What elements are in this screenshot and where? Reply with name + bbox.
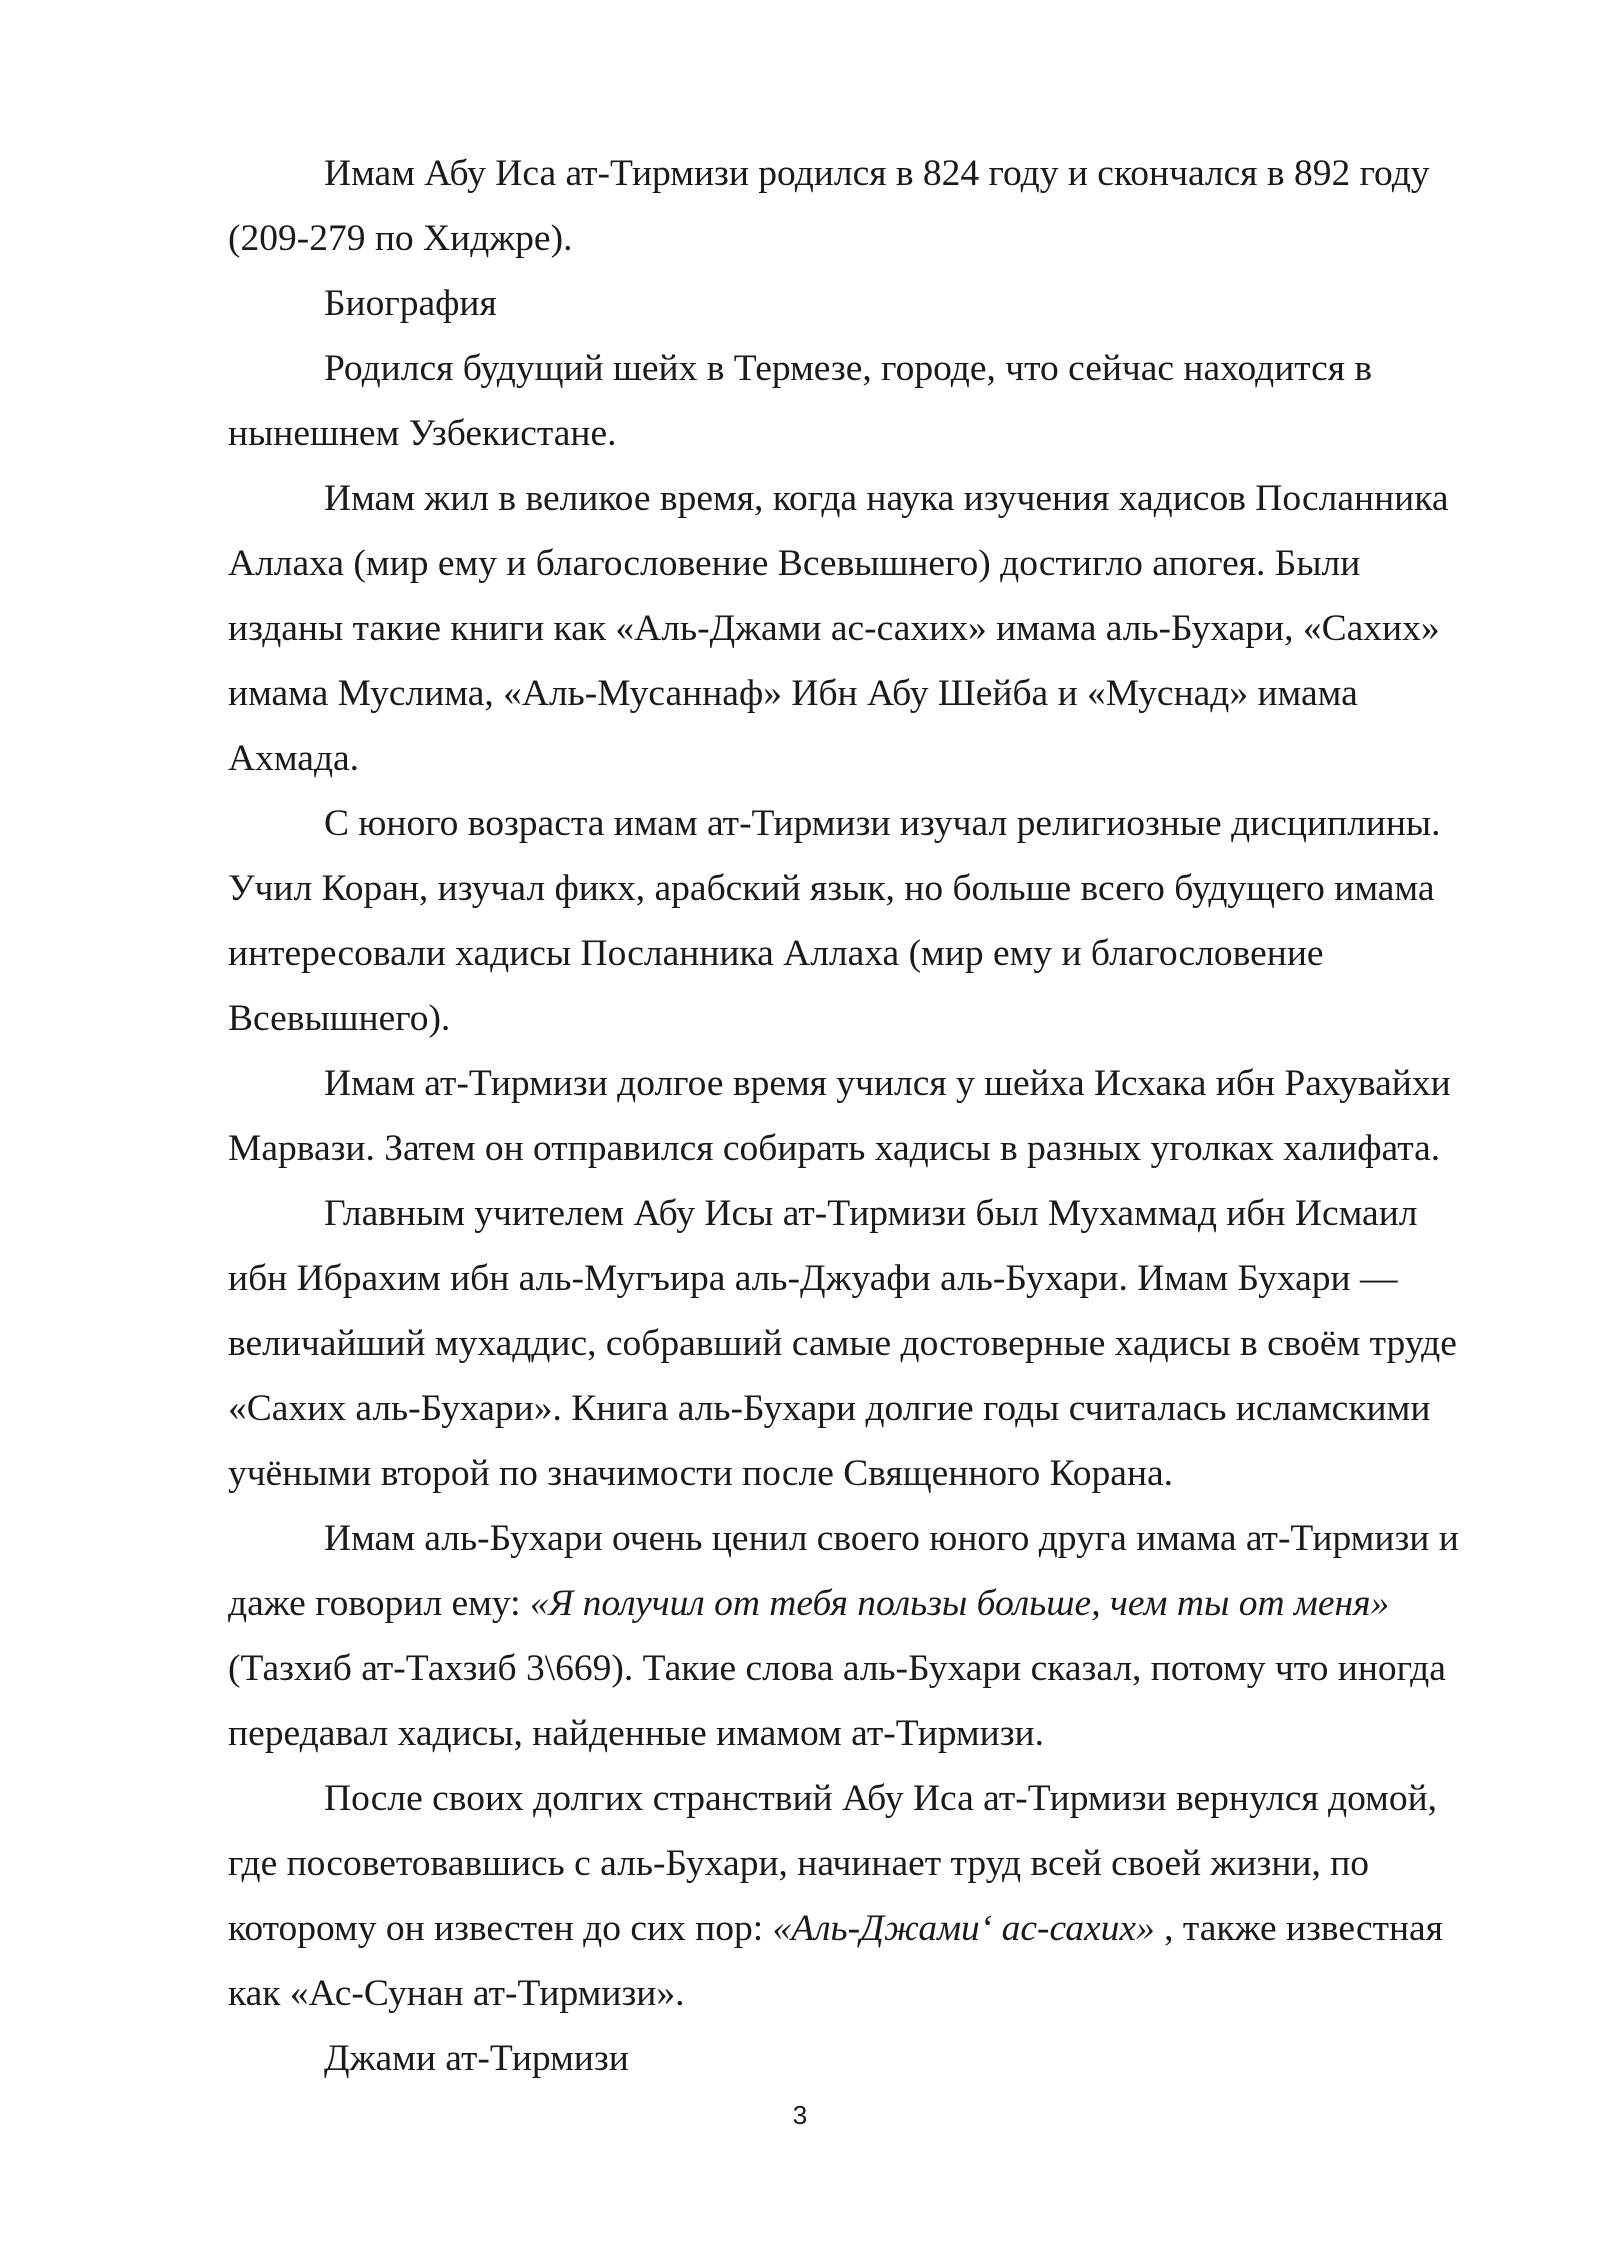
paragraph-birthplace: Родился будущий шейх в Термезе, городе, что сейчас находится в нынешнем Узбекистане.	[228, 348, 1373, 454]
heading-biography: Биография	[324, 283, 497, 324]
paragraph-teacher-ishaq: Имам ат-Тирмизи долгое время учился у шейха Исхака ибн Рахувайхи Марвази. Затем он отправился собирать хадисы в разных уголках халифата.	[228, 1063, 1451, 1169]
paragraph-jami-work	[228, 1766, 1478, 2026]
jami-title-italic: «Аль-Джами‘ ас-сахих»	[772, 1908, 1155, 1949]
heading-jami-tirmidhi: Джами ат-Тирмизи	[324, 2038, 629, 2079]
paragraph-teacher-bukhari: Главным учителем Абу Исы ат-Тирмизи был Мухаммад ибн Исмаил ибн Ибрахим ибн аль-Мугъира аль-Джуафи аль-Бухари. Имам Бухари — величайший мухаддис, собравший самые достоверные хадисы в своём труде «Сахих аль-Бухари». Книга аль-Бухари долгие годы считалась исламскими учёными второй по значимости после Священного Корана.	[228, 1193, 1457, 1494]
quote-italic: «Я получил от тебя пользы больше, чем ты от меня»	[529, 1583, 1390, 1624]
paragraph-youth-studies: С юного возраста имам ат-Тирмизи изучал религиозные дисциплины. Учил Коран, изучал фикх, арабский язык, но больше всего будущего имама интересовали хадисы Посланника Аллаха (мир ему и благословение Всевышнего).	[228, 803, 1441, 1039]
paragraph-era: Имам жил в великое время, когда наука изучения хадисов Посланника Аллаха (мир ему и благословение Всевышнего) достигло апогея. Были изданы такие книги как «Аль-Джами ас-сахих» имама аль-Бухари, «Сахих» имама Муслима, «Аль-Мусаннаф» Ибн Абу Шейба и «Муснад» имама Ахмада.	[228, 478, 1449, 779]
paragraph-bukhari-quote	[228, 1506, 1478, 1766]
jami-trailing-text: , также известная как «Ас-Сунан ат-Тирмизи».	[228, 1908, 1443, 2014]
quote-lead-text: Имам аль-Бухари очень ценил своего юного друга имама ат-Тирмизи и даже говорил ему:	[228, 1518, 1459, 1624]
quote-trailing-text: (Тазхиб ат-Тахзиб 3\669). Такие слова аль-Бухари сказал, потому что иногда передавал хадисы, найденные имамом ат-Тирмизи.	[228, 1648, 1446, 1754]
jami-lead-text: После своих долгих странствий Абу Иса ат-Тирмизи вернулся домой, где посоветовавшись с аль-Бухари, начинает труд всей своей жизни, по которому он известен до сих пор:	[228, 1778, 1438, 1949]
document-page	[228, 141, 1478, 2091]
page-number: 3	[792, 2100, 808, 2130]
paragraph-birth-dates: Имам Абу Иса ат-Тирмизи родился в 824 году и скончался в 892 году (209-279 по Хиджре).	[228, 153, 1430, 259]
